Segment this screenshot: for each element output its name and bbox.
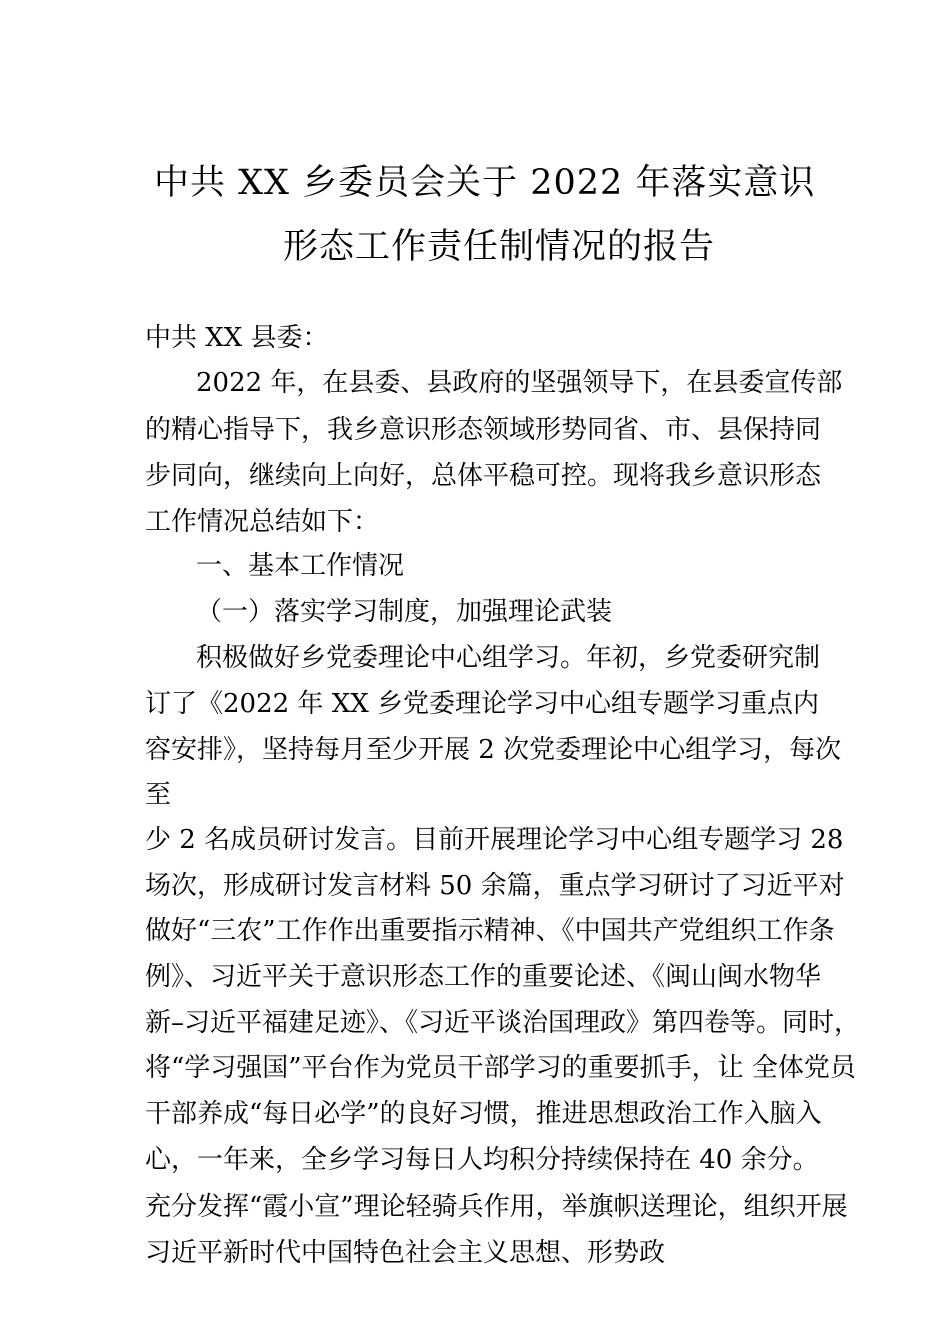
paragraph-line: 的精心指导下，我乡意识形态领域形势同省、市、县保持同: [145, 415, 822, 445]
salutation: 中共 XX 县委：: [145, 323, 329, 353]
section-heading: 一、基本工作情况: [196, 551, 405, 581]
subsection-heading: （一）落实学习制度，加强理论武装: [196, 597, 613, 627]
paragraph-line: 至: [145, 780, 172, 810]
paragraph-line: 心，一年来，全乡学习每日人均积分持续保持在 40 余分。: [145, 1145, 819, 1175]
paragraph-line: 2022 年，在县委、县政府的坚强领导下，在县委宣传部: [196, 368, 843, 398]
report-title-line-1: 中共 XX 乡委员会关于 2022 年落实意识: [154, 163, 816, 203]
paragraph-line: 将“学习强国”平台作为党员干部学习的重要抓手，让 全体党员: [145, 1053, 856, 1083]
report-title-line-2: 形态工作责任制情况的报告: [283, 227, 716, 267]
paragraph-line: 容安排》，坚持每月至少开展 2 次党委理论中心组学习，每次: [145, 735, 842, 765]
paragraph-line: 工作情况总结如下：: [145, 507, 380, 537]
paragraph-line: 做好“三农”工作作出重要指示精神、《中国共产党组织工作条: [145, 916, 835, 946]
paragraph-line: 充分发挥“霞小宣”理论轻骑兵作用，举旗帜送理论，组织开展: [145, 1192, 848, 1222]
paragraph-line: 订了《2022 年 XX 乡党委理论学习中心组专题学习重点内: [145, 689, 819, 719]
paragraph-line: 新–习近平福建足迹》、《习近平谈治国理政》第四卷等。同时，: [145, 1008, 861, 1038]
paragraph-line: 习近平新时代中国特色社会主义思想、形势政: [145, 1238, 666, 1268]
paragraph-line: 积极做好乡党委理论中心组学习。年初，乡党委研究制: [196, 643, 821, 673]
paragraph-line: 干部养成“每日必学”的良好习惯，推进思想政治工作入脑入: [145, 1099, 822, 1129]
paragraph-line: 例》、习近平关于意识形态工作的重要论述、《闽山闽水物华: [145, 962, 822, 992]
paragraph-line: 少 2 名成员研讨发言。目前开展理论学习中心组专题学习 28: [145, 825, 844, 855]
paragraph-line: 步同向，继续向上向好，总体平稳可控。现将我乡意识形态: [145, 461, 822, 491]
paragraph-line: 场次，形成研讨发言材料 50 余篇，重点学习研讨了习近平对: [145, 871, 845, 901]
